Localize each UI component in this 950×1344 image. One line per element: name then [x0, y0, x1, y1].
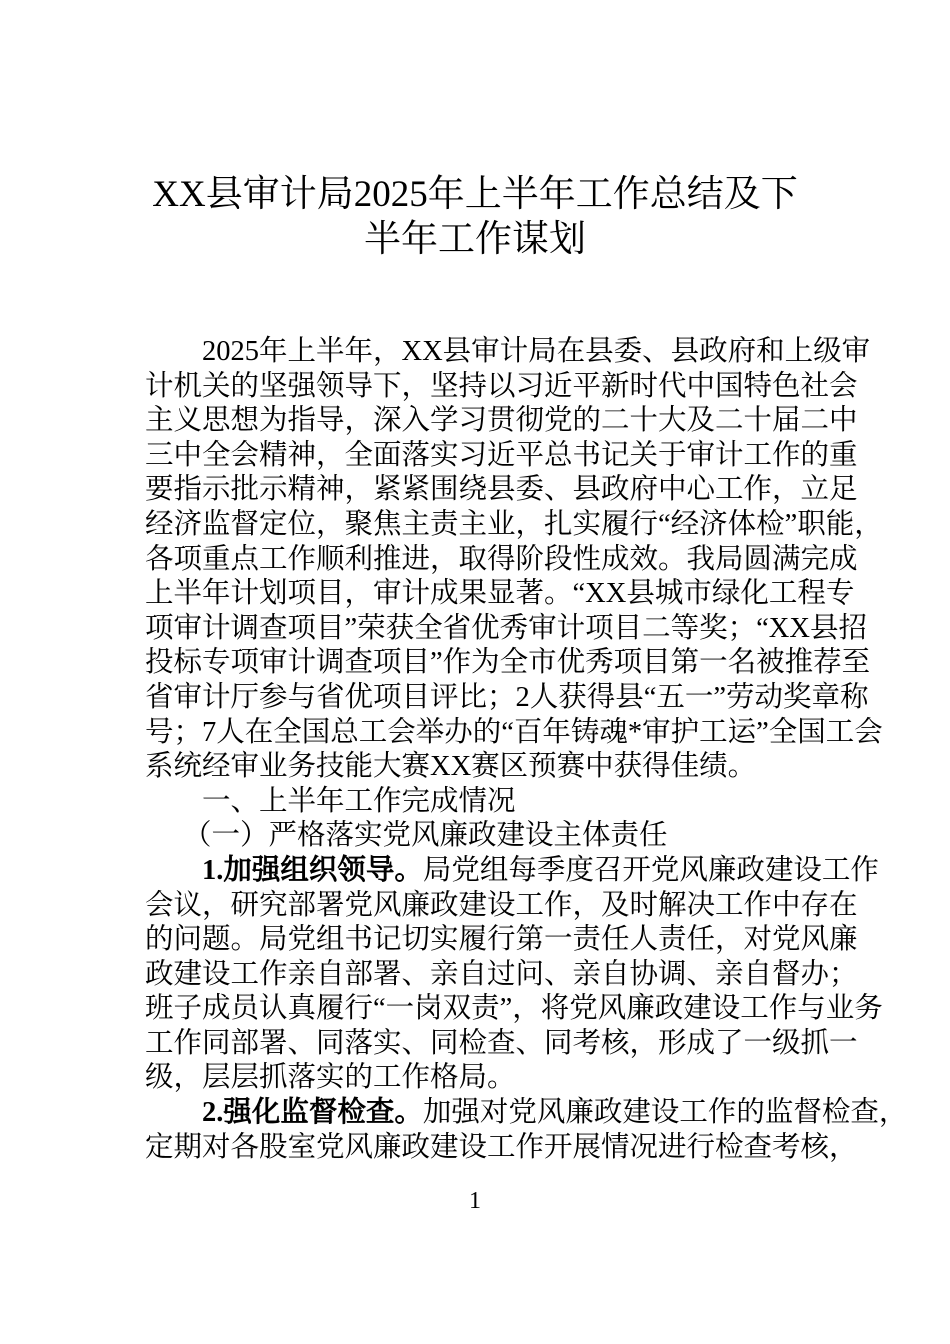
item-2-paragraph	[145, 1096, 908, 1165]
text-line	[145, 1096, 908, 1131]
document-title-line-2: 半年工作谋划	[364, 219, 586, 260]
item-2-text: 加强对党风廉政建设工作的监督检查，	[422, 1097, 908, 1129]
text-line: 号；7人在全国总工会举办的“百年铸魂*审护工运”全国工会	[145, 716, 883, 748]
text-line: 政建设工作亲自部署、亲自过问、亲自协调、亲自督办；	[145, 958, 858, 990]
text-line: 级，层层抓落实的工作格局。	[145, 1062, 516, 1094]
intro-paragraph	[145, 335, 883, 785]
item-2-lead: 2.强化监督检查。	[202, 1097, 423, 1129]
text-line: 定期对各股室党风廉政建设工作开展情况进行检查考核，	[145, 1131, 858, 1163]
text-line: 经济监督定位，聚焦主责主业，扎实履行“经济体检”职能，	[145, 508, 883, 540]
text-line: 工作同部署、同落实、同检查、同考核，形成了一级抓一	[145, 1027, 858, 1059]
text-line: 2025年上半年，XX县审计局在县委、县政府和上级审	[202, 336, 871, 367]
text-line: 要指示批示精神，紧紧围绕县委、县政府中心工作，立足	[145, 474, 858, 506]
document-body	[145, 335, 908, 1165]
item-1-text: 局党组每季度召开党风廉政建设工作	[422, 854, 879, 886]
text-line: 三中全会精神，全面落实习近平总书记关于审计工作的重	[145, 439, 858, 471]
section-heading-1: 一、上半年工作完成情况	[202, 785, 516, 817]
text-line: 投标专项审计调查项目”作为全市优秀项目第一名被推荐至	[145, 647, 871, 679]
item-1-lead: 1.加强组织领导。	[202, 854, 423, 886]
text-line: 项审计调查项目”荣获全省优秀审计项目二等奖；“XX县招	[145, 612, 867, 644]
text-line: 的问题。局党组书记切实履行第一责任人责任，对党风廉	[145, 924, 858, 956]
text-line: 计机关的坚强领导下，坚持以习近平新时代中国特色社会	[145, 370, 858, 402]
text-line: 会议，研究部署党风廉政建设工作，及时解决工作中存在	[145, 889, 858, 921]
text-line	[145, 854, 879, 889]
text-line: 系统经审业务技能大赛XX赛区预赛中获得佳绩。	[145, 751, 757, 783]
text-line: 各项重点工作顺利推进，取得阶段性成效。我局圆满完成	[145, 543, 858, 575]
text-line: 班子成员认真履行“一岗双责”，将党风廉政建设工作与业务	[145, 993, 883, 1025]
text-line: 上半年计划项目，审计成果显著。“XX县城市绿化工程专	[145, 578, 855, 610]
item-1-paragraph	[145, 854, 883, 1096]
page-number: 1	[469, 1188, 481, 1214]
document-title-line-1: XX县审计局2025年上半年工作总结及下	[152, 174, 798, 215]
section-heading-2: （一）严格落实党风廉政建设主体责任	[183, 820, 668, 852]
text-line: 主义思想为指导，深入学习贯彻党的二十大及二十届二中	[145, 405, 858, 437]
text-line: 省审计厅参与省优项目评比；2人获得县“五一”劳动奖章称	[145, 681, 869, 713]
